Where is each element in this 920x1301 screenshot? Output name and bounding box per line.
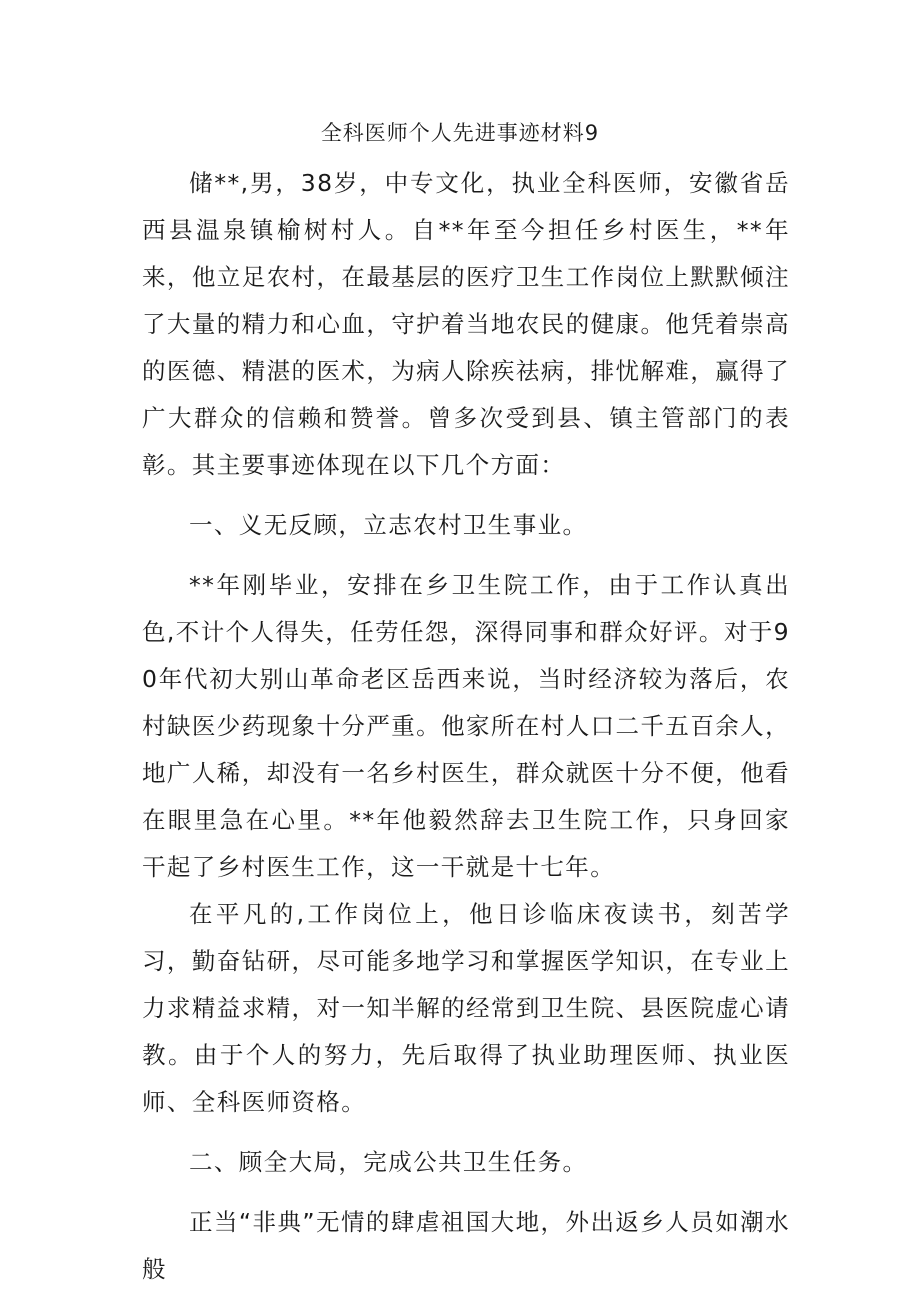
section-heading-2: 二、顾全大局，完成公共卫生任务。 (189, 1148, 588, 1176)
section-heading-1: 一、义无反顾，立志农村卫生事业。 (189, 511, 588, 539)
document-title: 全科医师个人先进事迹材料9 (320, 121, 600, 145)
paragraph-intro: 储**,男，38岁，中专文化，执业全科医师，安徽省岳西县温泉镇榆树村人。自**年至今担任乡村医生，**年来，他立足农村，在最基层的医疗卫生工作岗位上默默倾注了大量的精力和心血，守护着当地农民的健康。他凭着崇高的医德、精湛的医术，为病人除疾祛病，排忧解难，赢得了广大群众的信赖和赞誉。曾多次受到县、镇主管部门的表彰。其主要事迹体现在以下几个方面： (142, 169, 790, 479)
paragraph-section-1-b: 在平凡的,工作岗位上，他日诊临床夜读书，刻苦学习，勤奋钻研，尽可能多地学习和掌握医学知识，在专业上力求精益求精，对一知半解的经常到卫生院、县医院虚心请教。由于个人的努力，先后取得了执业助理医师、执业医师、全科医师资格。 (142, 900, 790, 1116)
paragraph-section-1-a: **年刚毕业，安排在乡卫生院工作，由于工作认真出色,不计个人得失，任劳任怨，深得同事和群众好评。对于90年代初大别山革命老区岳西来说，当时经济较为落后，农村缺医少药现象十分严重。他家所在村人口二千五百余人，地广人稀，却没有一名乡村医生，群众就医十分不便，他看在眼里急在心里。**年他毅然辞去卫生院工作，只身回家干起了乡村医生工作，这一干就是十七年。 (142, 571, 790, 881)
document-body (142, 160, 790, 1293)
paragraph-section-2-a: 正当“非典”无情的肆虐祖国大地，外出返乡人员如潮水般 (142, 1208, 790, 1283)
